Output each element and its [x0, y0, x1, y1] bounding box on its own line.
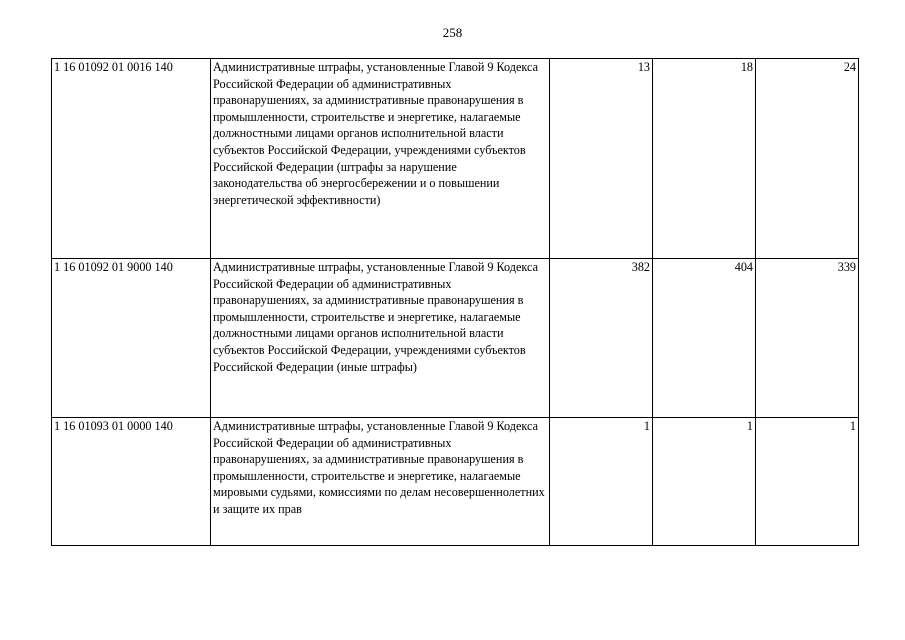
description-cell: Административные штрафы, установленные Главой 9 Кодекса Российской Федерации об административных правонарушениях, за административные правонарушения в промышленности, строительстве и энергетике, налагаемые должностными лицами органов исполнительной власти субъектов Российской Федерации, учреждениями субъектов Российской Федерации (штрафы за нарушение законодательства об энергосбережении и о повышении энергетической эффективности) [211, 59, 550, 259]
value-cell-year-1: 1 [550, 418, 653, 546]
description-cell: Административные штрафы, установленные Главой 9 Кодекса Российской Федерации об административных правонарушениях, за административные правонарушения в промышленности, строительстве и энергетике, налагаемые мировыми судьями, комиссиями по делам несовершеннолетних и защите их прав [211, 418, 550, 546]
value-cell-year-1: 382 [550, 259, 653, 418]
budget-code-cell: 1 16 01092 01 9000 140 [52, 259, 211, 418]
budget-code-cell: 1 16 01092 01 0016 140 [52, 59, 211, 259]
table-row [52, 259, 859, 418]
value-cell-year-3: 339 [756, 259, 859, 418]
page-number: 258 [442, 25, 463, 40]
value-cell-year-2: 404 [653, 259, 756, 418]
value-cell-year-1: 13 [550, 59, 653, 259]
value-cell-year-2: 18 [653, 59, 756, 259]
description-cell: Административные штрафы, установленные Главой 9 Кодекса Российской Федерации об административных правонарушениях, за административные правонарушения в промышленности, строительстве и энергетике, налагаемые должностными лицами органов исполнительной власти субъектов Российской Федерации, учреждениями субъектов Российской Федерации (иные штрафы) [211, 259, 550, 418]
table-row [52, 59, 859, 259]
budget-code-cell: 1 16 01093 01 0000 140 [52, 418, 211, 546]
table-row [52, 418, 859, 546]
value-cell-year-2: 1 [653, 418, 756, 546]
value-cell-year-3: 24 [756, 59, 859, 259]
value-cell-year-3: 1 [756, 418, 859, 546]
budget-revenue-table [51, 58, 859, 546]
